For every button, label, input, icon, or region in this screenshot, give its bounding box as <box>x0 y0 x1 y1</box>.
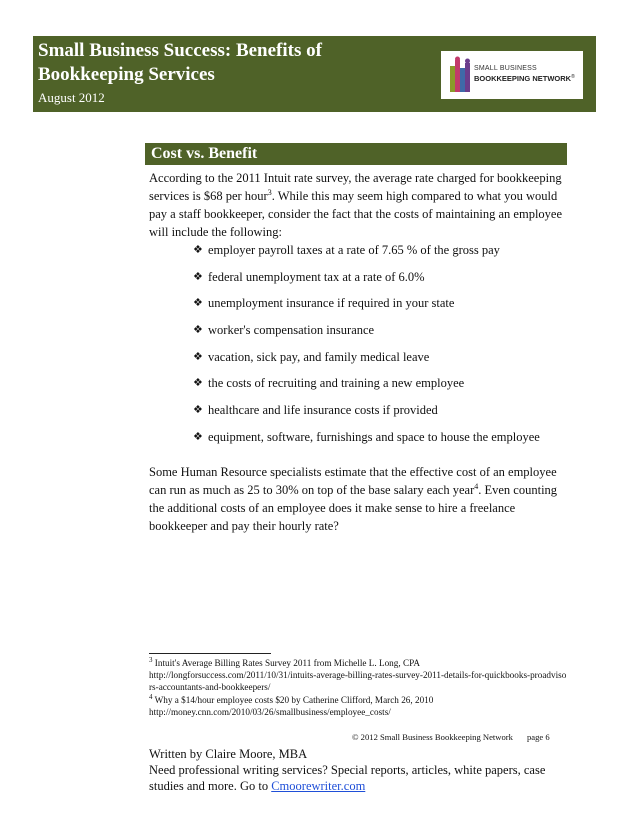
footnotes <box>149 657 569 718</box>
page-number: page 6 <box>526 732 550 742</box>
list-item: ❖ worker's compensation insurance <box>193 323 375 338</box>
diamond-bullet-icon: ❖ <box>193 244 203 256</box>
closing-paragraph: Some Human Resource specialists estimate that the effective cost of an employee can run as much as 25 to 30% on top of the base salary each year$^4$. Even counting the additional costs of an employee does it make sense to hire a freelance bookkeeper and pay their hourly rate? <box>149 465 558 533</box>
logo-figures-icon <box>449 56 471 94</box>
footnote-divider <box>149 653 271 654</box>
diamond-bullet-icon: ❖ <box>193 430 203 443</box>
diamond-bullet-icon: ❖ <box>193 270 203 283</box>
page-header <box>33 36 596 112</box>
intro-paragraph: According to the 2011 Intuit rate survey, the average rate charged for bookkeeping services is $68 per hour$^3$. While this may seem high compared to what you would pay a staff bookkeeper, consider the fact that the costs of maintaining an employee will include the following: <box>149 171 563 239</box>
logo-line-2: BOOKKEEPING NETWORK® <box>474 74 575 83</box>
footnote-4-url[interactable]: http://money.cnn.com/2010/03/26/smallbusiness/employee_costs/ <box>149 707 391 717</box>
promo-text: Need professional writing services? Special reports, articles, white papers, case studies and more. Go to Cmoorewriter.com <box>149 763 546 793</box>
employee-cost-list <box>193 241 573 455</box>
document-title: Small Business Success: Benefits of Bookkeeping Services <box>38 40 322 85</box>
copyright-line <box>352 732 550 743</box>
diamond-bullet-icon: ❖ <box>193 324 203 337</box>
diamond-bullet-icon: ❖ <box>193 404 203 417</box>
diamond-bullet-icon: ❖ <box>193 297 203 310</box>
section-heading <box>145 143 567 165</box>
logo-registered-mark: ® <box>571 74 575 80</box>
list-item: ❖ federal unemployment tax at a rate of 6.0% <box>193 269 425 284</box>
list-item: ❖ employer payroll taxes at a rate of 7.65 % of the gross pay <box>193 243 500 257</box>
copyright-text: © 2012 Small Business Bookkeeping Network <box>352 732 513 742</box>
diamond-bullet-icon: ❖ <box>193 350 203 363</box>
footnote-ref-4[interactable]: 4 <box>474 481 479 491</box>
author-block <box>149 746 569 794</box>
document-date: August 2012 <box>38 90 105 105</box>
footnote-3: $^3$ Intuit's Average Billing Rates Survey 2011 from Michelle L. Long, CPA <box>149 655 420 668</box>
cmoorewriter-link[interactable]: Cmoorewriter.com <box>271 779 366 793</box>
logo-line-1: SMALL BUSINESS <box>474 65 537 72</box>
list-item: ❖ vacation, sick pay, and family medical leave <box>193 349 430 364</box>
author-line: Written by Claire Moore, MBA <box>149 747 308 761</box>
diamond-bullet-icon: ❖ <box>193 377 203 390</box>
company-logo <box>441 51 583 99</box>
footnote-4: $^4$ Why a $14/hour employee costs $20 by Catherine Clifford, March 26, 2010 <box>149 692 434 705</box>
list-item: ❖ equipment, software, furnishings and space to house the employee <box>193 429 540 444</box>
footnote-ref-3[interactable]: 3 <box>267 187 272 197</box>
footnote-3-url[interactable]: http://longforsuccess.com/2011/10/31/intuits-average-billing-rates-survey-2011-details-for-quickbooks-proadvisors-accountants-and-bookkeepers/ <box>149 670 567 692</box>
list-item: ❖ unemployment insurance if required in your state <box>193 296 455 311</box>
list-item: ❖ healthcare and life insurance costs if provided <box>193 403 438 418</box>
section-title: Cost vs. Benefit <box>151 145 258 162</box>
list-item: ❖ the costs of recruiting and training a new employee <box>193 376 465 391</box>
